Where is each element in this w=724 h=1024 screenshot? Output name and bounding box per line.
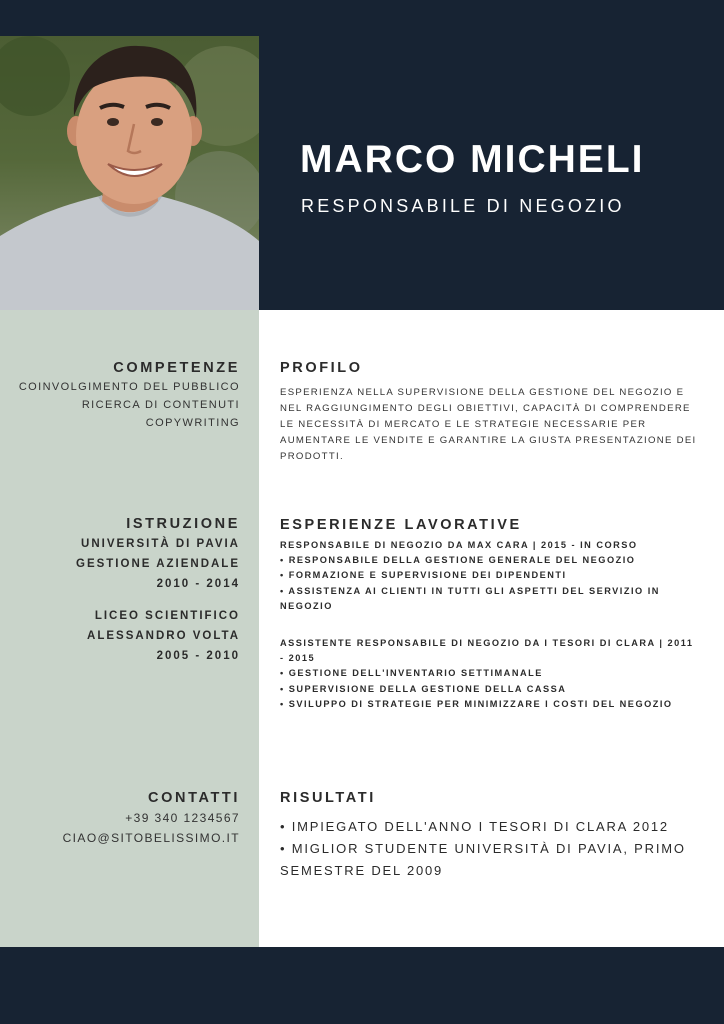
profilo-section (280, 360, 700, 465)
job-heading: RESPONSABILE DI NEGOZIO DA MAX CARA | 2015 - IN CORSO (280, 540, 638, 550)
job-entry (280, 636, 700, 712)
job-bullet: • SUPERVISIONE DELLA GESTIONE DELLA CASSA (280, 683, 567, 694)
esperienze-title: ESPERIENZE LAVORATIVE (280, 517, 522, 533)
job-entry (280, 538, 700, 614)
education-years: 2010 - 2014 (156, 578, 240, 590)
risultati-title: RISULTATI (280, 790, 376, 806)
job-bullet: • FORMAZIONE E SUPERVISIONE DEI DIPENDENTI (280, 570, 567, 581)
profile-photo (0, 36, 259, 310)
education-years: 2005 - 2010 (156, 650, 240, 662)
job-bullet: • RESPONSABILE DELLA GESTIONE GENERALE DEL NEGOZIO (280, 555, 636, 566)
skill-item: COPYWRITING (145, 417, 240, 429)
achievement-item: • MIGLIOR STUDENTE UNIVERSITÀ DI PAVIA, PRIMO SEMESTRE DEL 2009 (280, 841, 686, 878)
education-school: UNIVERSITÀ DI PAVIA (81, 538, 240, 550)
candidate-role: RESPONSABILE DI NEGOZIO (301, 196, 625, 216)
istruzione-title: ISTRUZIONE (126, 516, 240, 532)
contatti-title: CONTATTI (148, 790, 240, 806)
footer-band (0, 947, 724, 1024)
education-field: GESTIONE AZIENDALE (76, 558, 240, 570)
achievement-item: • IMPIEGATO DELL'ANNO I TESORI DI CLARA 2012 (280, 819, 669, 834)
job-bullet: • ASSISTENZA AI CLIENTI IN TUTTI GLI ASPETTI DEL SERVIZIO IN NEGOZIO (280, 585, 660, 611)
profilo-text: ESPERIENZA NELLA SUPERVISIONE DELLA GESTIONE DEL NEGOZIO E NEL RAGGIUNGIMENTO DEGLI OBIETTIVI, CAPACITÀ DI COMPRENDERE LE NECESSITÀ DI MERCATO E LE STRATEGIE NECESSARIE PER AUMENTARE LE VENDITE E GARANTIRE LA GIUSTA PRESENTAZIONE DEI PRODOTTI. (280, 387, 697, 462)
education-field: ALESSANDRO VOLTA (87, 630, 240, 642)
job-bullet: • GESTIONE DELL'INVENTARIO SETTIMANALE (280, 668, 543, 679)
profilo-title: PROFILO (280, 360, 363, 376)
skill-item: RICERCA DI CONTENUTI (81, 399, 240, 411)
competenze-section (10, 360, 240, 432)
esperienze-section (280, 517, 700, 712)
job-bullet: • SVILUPPO DI STRATEGIE PER MINIMIZZARE I COSTI DEL NEGOZIO (280, 698, 673, 709)
risultati-section (280, 790, 700, 882)
education-school: LICEO SCIENTIFICO (94, 610, 240, 622)
candidate-name: MARCO MICHELI (300, 138, 645, 181)
skill-item: COINVOLGIMENTO DEL PUBBLICO (18, 381, 240, 393)
contact-phone: +39 340 1234567 (125, 811, 240, 825)
contatti-section (10, 790, 240, 848)
competenze-title: COMPETENZE (113, 360, 240, 376)
job-heading: ASSISTENTE RESPONSABILE DI NEGOZIO DA I TESORI DI CLARA | 2011 - 2015 (280, 638, 694, 664)
istruzione-section (10, 516, 240, 666)
contact-email: CIAO@SITOBELISSIMO.IT (62, 831, 240, 845)
